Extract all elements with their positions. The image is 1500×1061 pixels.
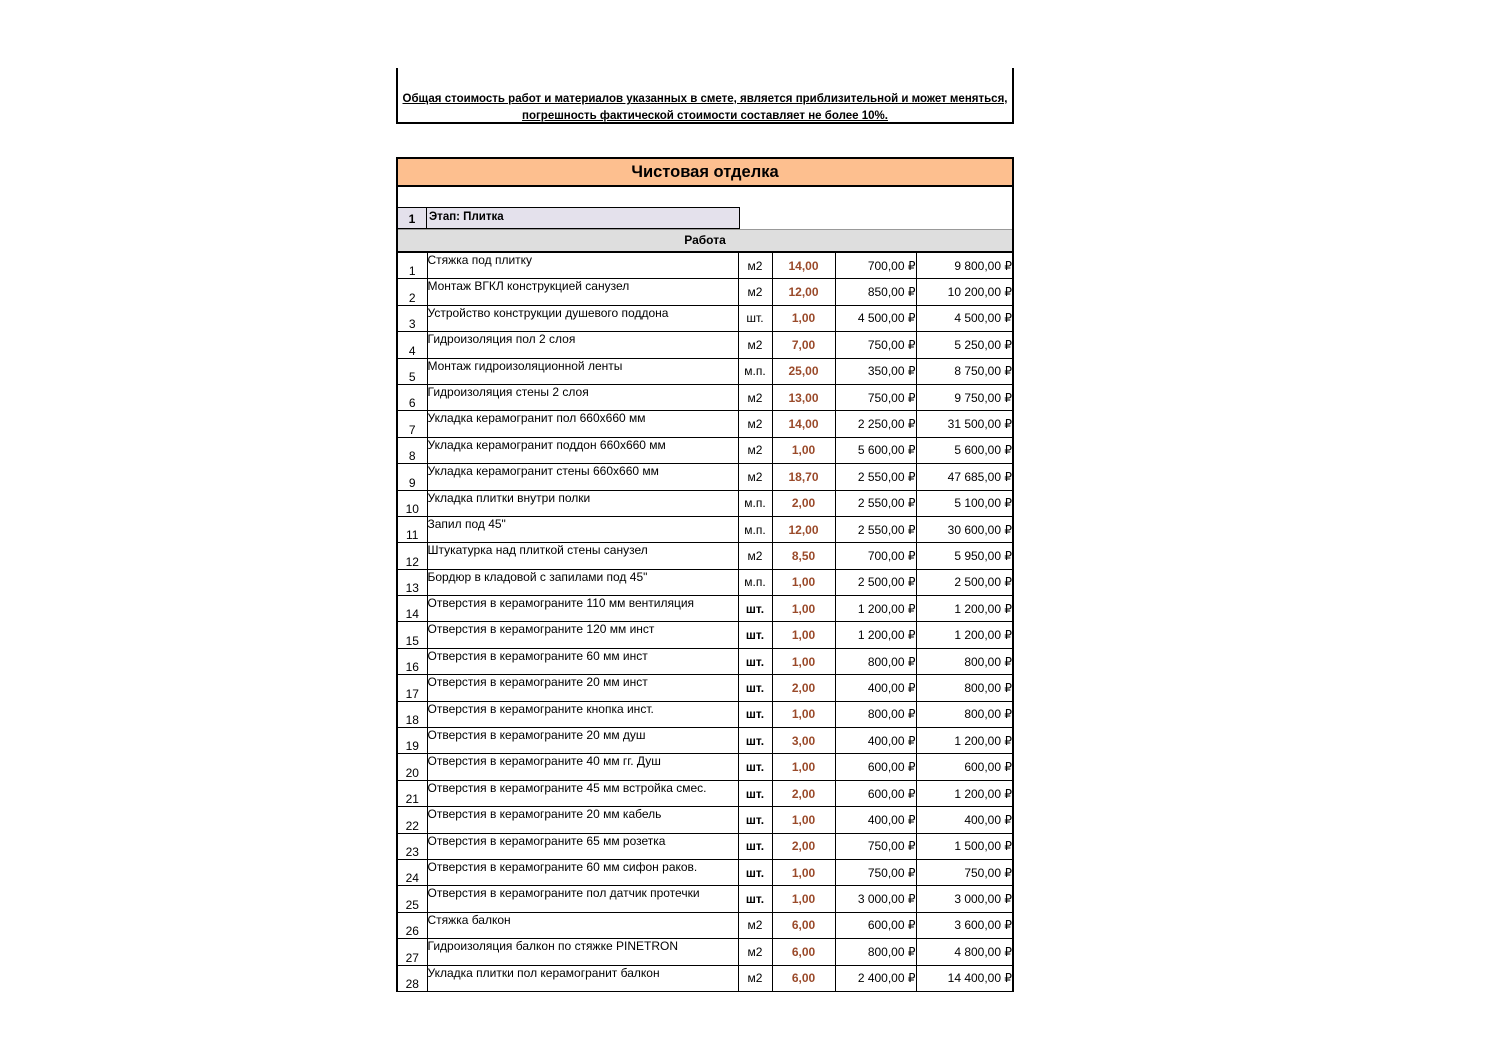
row-total: 400,00 ₽ [916,807,1012,833]
row-unit-price: 600,00 ₽ [835,912,916,938]
row-number: 27 [398,939,427,965]
row-total: 800,00 ₽ [916,648,1012,674]
table-row [398,569,1012,595]
row-work-name: Гидроизоляция пол 2 слоя [427,332,738,358]
row-total: 30 600,00 ₽ [916,516,1012,542]
row-unit: м.п. [738,358,772,384]
row-unit-price: 2 400,00 ₽ [835,965,916,991]
row-total: 5 600,00 ₽ [916,437,1012,463]
row-quantity: 14,00 [772,411,835,437]
row-unit-price: 750,00 ₽ [835,833,916,859]
row-quantity: 14,00 [772,253,835,279]
table-row [398,859,1012,885]
row-unit: шт. [738,833,772,859]
row-quantity: 6,00 [772,912,835,938]
row-total: 14 400,00 ₽ [916,965,1012,991]
row-total: 4 800,00 ₽ [916,939,1012,965]
row-number: 25 [398,886,427,912]
row-number: 17 [398,675,427,701]
row-unit: м2 [738,279,772,305]
row-number: 16 [398,648,427,674]
row-number: 6 [398,384,427,410]
row-unit: шт. [738,859,772,885]
row-quantity: 1,00 [772,305,835,331]
section-title: Чистовая отделка [398,159,1012,187]
row-work-name: Укладка керамогранит стены 660х660 мм [427,464,738,490]
row-quantity: 1,00 [772,859,835,885]
row-unit-price: 1 200,00 ₽ [835,596,916,622]
table-row [398,411,1012,437]
cost-notice-line-1: Общая стоимость работ и материалов указанных в смете, является приблизительной и может меняться, [402,93,1008,105]
row-unit-price: 5 600,00 ₽ [835,437,916,463]
row-unit: м2 [738,332,772,358]
row-unit-price: 2 550,00 ₽ [835,490,916,516]
row-unit: м2 [738,464,772,490]
row-work-name: Штукатурка над плиткой стены санузел [427,543,738,569]
row-quantity: 8,50 [772,543,835,569]
table-row [398,780,1012,806]
row-total: 9 800,00 ₽ [916,253,1012,279]
row-unit: шт. [738,305,772,331]
row-work-name: Отверстия в керамограните 60 мм сифон раков. [427,859,738,885]
row-number: 1 [398,253,427,279]
row-unit: шт. [738,728,772,754]
row-unit-price: 700,00 ₽ [835,543,916,569]
row-unit-price: 750,00 ₽ [835,332,916,358]
row-quantity: 12,00 [772,516,835,542]
row-work-name: Отверстия в керамограните 20 мм кабель [427,807,738,833]
row-total: 8 750,00 ₽ [916,358,1012,384]
row-work-name: Укладка керамогранит пол 660х660 мм [427,411,738,437]
row-quantity: 3,00 [772,728,835,754]
row-total: 47 685,00 ₽ [916,464,1012,490]
row-number: 24 [398,859,427,885]
row-number: 4 [398,332,427,358]
row-unit: шт. [738,886,772,912]
row-unit: м2 [738,939,772,965]
row-total: 3 600,00 ₽ [916,912,1012,938]
row-unit-price: 1 200,00 ₽ [835,622,916,648]
row-quantity: 12,00 [772,279,835,305]
table-row [398,675,1012,701]
row-unit: шт. [738,675,772,701]
stage-header [398,207,1012,229]
row-unit: м2 [738,253,772,279]
row-number: 3 [398,305,427,331]
row-unit: м.п. [738,490,772,516]
row-number: 22 [398,807,427,833]
table-row [398,384,1012,410]
row-quantity: 18,70 [772,464,835,490]
row-total: 1 200,00 ₽ [916,780,1012,806]
row-total: 2 500,00 ₽ [916,569,1012,595]
table-row [398,939,1012,965]
row-unit: м2 [738,965,772,991]
row-number: 2 [398,279,427,305]
table-row [398,648,1012,674]
table-row [398,332,1012,358]
row-number: 26 [398,912,427,938]
row-total: 800,00 ₽ [916,675,1012,701]
row-unit-price: 2 500,00 ₽ [835,569,916,595]
row-unit: шт. [738,596,772,622]
row-total: 1 200,00 ₽ [916,596,1012,622]
row-unit: м2 [738,384,772,410]
stage-number: 1 [398,207,427,229]
table-row [398,305,1012,331]
row-number: 13 [398,569,427,595]
row-total: 10 200,00 ₽ [916,279,1012,305]
row-unit-price: 2 550,00 ₽ [835,464,916,490]
row-unit-price: 700,00 ₽ [835,253,916,279]
row-total: 750,00 ₽ [916,859,1012,885]
row-unit-price: 800,00 ₽ [835,648,916,674]
row-unit-price: 350,00 ₽ [835,358,916,384]
row-total: 5 950,00 ₽ [916,543,1012,569]
row-unit-price: 2 550,00 ₽ [835,516,916,542]
table-row [398,833,1012,859]
row-unit-price: 600,00 ₽ [835,780,916,806]
row-work-name: Отверстия в керамограните 45 мм встройка смес. [427,780,738,806]
row-unit-price: 800,00 ₽ [835,701,916,727]
table-row [398,543,1012,569]
row-total: 600,00 ₽ [916,754,1012,780]
row-unit-price: 750,00 ₽ [835,384,916,410]
row-quantity: 2,00 [772,490,835,516]
row-work-name: Стяжка под плитку [427,253,738,279]
subsection-header: Работа [398,229,1012,252]
row-quantity: 1,00 [772,807,835,833]
row-work-name: Укладка керамогранит поддон 660х660 мм [427,437,738,463]
row-unit-price: 400,00 ₽ [835,728,916,754]
table-row [398,596,1012,622]
row-work-name: Отверстия в керамограните пол датчик протечки [427,886,738,912]
row-number: 19 [398,728,427,754]
row-number: 18 [398,701,427,727]
row-quantity: 1,00 [772,754,835,780]
estimate-sheet [396,157,1014,992]
row-total: 800,00 ₽ [916,701,1012,727]
row-total: 4 500,00 ₽ [916,305,1012,331]
row-work-name: Отверстия в керамограните 65 мм розетка [427,833,738,859]
work-items-table [398,252,1012,992]
row-unit-price: 3 000,00 ₽ [835,886,916,912]
row-work-name: Монтаж ВГКЛ конструкцией санузел [427,279,738,305]
row-unit: м2 [738,912,772,938]
table-row [398,622,1012,648]
row-work-name: Отверстия в керамограните 40 мм гг. Душ [427,754,738,780]
row-unit: шт. [738,622,772,648]
row-quantity: 1,00 [772,886,835,912]
row-work-name: Отверстия в керамограните 20 мм душ [427,728,738,754]
row-number: 12 [398,543,427,569]
table-row [398,807,1012,833]
row-work-name: Стяжка балкон [427,912,738,938]
row-work-name: Устройство конструкции душевого поддона [427,305,738,331]
row-unit-price: 800,00 ₽ [835,939,916,965]
row-unit: м.п. [738,569,772,595]
row-work-name: Гидроизоляция балкон по стяжке PINETRON [427,939,738,965]
row-total: 5 250,00 ₽ [916,332,1012,358]
row-unit-price: 400,00 ₽ [835,807,916,833]
row-work-name: Монтаж гидроизоляционной ленты [427,358,738,384]
row-unit-price: 750,00 ₽ [835,859,916,885]
row-number: 7 [398,411,427,437]
row-work-name: Отверстия в керамограните 120 мм инст [427,622,738,648]
row-quantity: 1,00 [772,437,835,463]
row-total: 31 500,00 ₽ [916,411,1012,437]
row-work-name: Отверстия в керамограните кнопка инст. [427,701,738,727]
table-row [398,886,1012,912]
work-items-body [398,253,1012,992]
table-row [398,437,1012,463]
row-quantity: 2,00 [772,833,835,859]
row-unit-price: 4 500,00 ₽ [835,305,916,331]
row-number: 15 [398,622,427,648]
row-quantity: 2,00 [772,675,835,701]
table-row [398,464,1012,490]
row-work-name: Запил под 45" [427,516,738,542]
row-number: 28 [398,965,427,991]
row-quantity: 1,00 [772,701,835,727]
row-quantity: 7,00 [772,332,835,358]
table-row [398,490,1012,516]
row-quantity: 1,00 [772,648,835,674]
row-number: 10 [398,490,427,516]
table-row [398,728,1012,754]
row-unit-price: 400,00 ₽ [835,675,916,701]
row-number: 5 [398,358,427,384]
row-work-name: Укладка плитки пол керамогранит балкон [427,965,738,991]
row-quantity: 1,00 [772,622,835,648]
row-total: 1 200,00 ₽ [916,728,1012,754]
row-unit-price: 850,00 ₽ [835,279,916,305]
cost-notice-line-2: погрешность фактической стоимости составляет не более 10%. [522,110,888,122]
row-unit: шт. [738,754,772,780]
row-unit-price: 600,00 ₽ [835,754,916,780]
table-row [398,912,1012,938]
cost-notice-box [396,68,1014,124]
row-unit-price: 2 250,00 ₽ [835,411,916,437]
row-work-name: Укладка плитки внутри полки [427,490,738,516]
row-unit: шт. [738,701,772,727]
row-unit: шт. [738,780,772,806]
row-quantity: 1,00 [772,569,835,595]
row-unit: м2 [738,543,772,569]
stage-label: Этап: Плитка [427,207,740,229]
table-row [398,279,1012,305]
row-total: 1 500,00 ₽ [916,833,1012,859]
row-number: 11 [398,516,427,542]
row-number: 14 [398,596,427,622]
row-quantity: 1,00 [772,596,835,622]
table-row [398,253,1012,279]
spacer-row [398,187,1012,207]
row-total: 5 100,00 ₽ [916,490,1012,516]
table-row [398,358,1012,384]
cost-notice [398,91,1012,125]
row-work-name: Отверстия в керамограните 60 мм инст [427,648,738,674]
row-quantity: 25,00 [772,358,835,384]
row-unit: м2 [738,437,772,463]
row-number: 23 [398,833,427,859]
row-unit: шт. [738,807,772,833]
row-quantity: 2,00 [772,780,835,806]
table-row [398,516,1012,542]
row-work-name: Гидроизоляция стены 2 слоя [427,384,738,410]
row-number: 20 [398,754,427,780]
row-quantity: 6,00 [772,965,835,991]
row-number: 9 [398,464,427,490]
row-unit: шт. [738,648,772,674]
row-work-name: Бордюр в кладовой с запилами под 45" [427,569,738,595]
row-quantity: 6,00 [772,939,835,965]
row-work-name: Отверстия в керамограните 20 мм инст [427,675,738,701]
row-total: 1 200,00 ₽ [916,622,1012,648]
table-row [398,701,1012,727]
row-total: 9 750,00 ₽ [916,384,1012,410]
row-number: 21 [398,780,427,806]
row-work-name: Отверстия в керамограните 110 мм вентиляция [427,596,738,622]
table-row [398,965,1012,991]
row-quantity: 13,00 [772,384,835,410]
row-number: 8 [398,437,427,463]
row-unit: м.п. [738,516,772,542]
row-total: 3 000,00 ₽ [916,886,1012,912]
table-row [398,754,1012,780]
row-unit: м2 [738,411,772,437]
